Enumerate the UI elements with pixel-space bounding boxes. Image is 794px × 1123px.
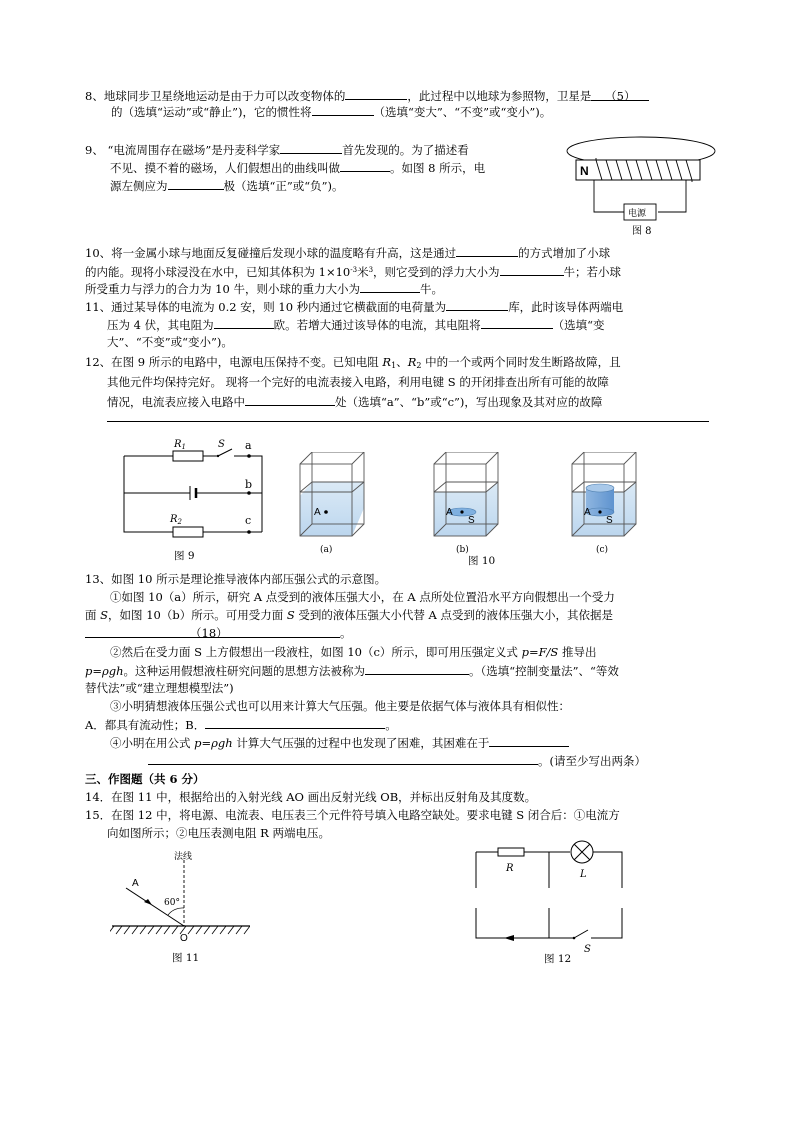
switch-s-label: S: [584, 944, 591, 955]
figure-10a-label: (a): [320, 545, 333, 555]
figure-12-caption: 图 12: [544, 953, 572, 965]
answer-blank[interactable]: [312, 104, 374, 116]
answer-blank[interactable]: [214, 317, 274, 329]
figure-11: [110, 848, 250, 966]
q15-line1: 15．在图 12 中，将电源、电流表、电压表三个元件符号填入电路空缺处。要求电键 S 闭合后：①电流方: [85, 808, 620, 822]
point-c-label: c: [245, 514, 252, 527]
point-a-label: A: [446, 507, 453, 518]
point-a-label: a: [245, 439, 252, 452]
ray-a-label: A: [132, 878, 139, 889]
q9-line3: 源左侧应为 极（选填“正”或“负”)。: [110, 179, 344, 193]
q13-line9: A．都具有流动性；B． 。: [85, 718, 397, 732]
q13-line5: ②然后在受力面 S 上方假想出一段液柱，如图 10（c）所示，即可用压强定义式 p=F/S 推导出: [110, 645, 597, 659]
q13-line2: ①如图 10（a）所示，研究 A 点受到的液体压强大小，在 A 点所处位置沿水平方向假想出一个受力: [110, 590, 615, 604]
figure-11-caption: 图 11: [172, 952, 200, 964]
answer-blank[interactable]: [245, 394, 335, 406]
answer-blank[interactable]: [365, 663, 469, 675]
answer-blank[interactable]: [360, 281, 420, 293]
answer-blank[interactable]: [148, 753, 538, 765]
point-a-label: A: [314, 507, 321, 518]
svg-text:R1: [173, 439, 186, 451]
q11-line3: 大”、“不变”或“变小”)。: [107, 335, 233, 349]
answer-blank[interactable]: （18）: [85, 626, 340, 638]
q10-line2: 的内能。现将小球浸没在水中，已知其体积为 $1\times 10^{-3}$米$^3$，则它受到的浮力大小为 牛；若小球: [85, 265, 622, 279]
q13-line1: 13、如图 10 所示是理论推导液体内部压强公式的示意图。: [85, 572, 387, 586]
q11-line1: 11、通过某导体的电流为 0.2 安，则 10 秒内通过它横截面的电荷量为 库，此时该导体两端电: [85, 300, 624, 314]
answer-line[interactable]: [107, 421, 709, 422]
answer-blank[interactable]: [489, 735, 569, 747]
q12-line3: 情况，电流表应接入电路中 处（选填“a”、“b”或“c”)，写出现象及其对应的故障: [107, 395, 603, 409]
point-a-label: A: [584, 507, 591, 518]
figure-8-caption: 图 8: [632, 226, 652, 237]
q15-line2: 向如图所示；②电压表测电阻 R 两端电压。: [107, 826, 330, 840]
q13-line6: p=ρgh。这种运用假想液柱研究问题的思想方法被称为 。（选填“控制变量法”、“等效: [85, 664, 619, 678]
figure-12: [470, 840, 630, 968]
figure-9-caption: 图 9: [174, 550, 195, 562]
switch-s-label: S: [218, 439, 225, 450]
figure-10-caption: 图 10: [468, 555, 496, 567]
q10-line3: 所受重力与浮力的合力为 10 牛，则小球的重力大小为 牛。: [85, 282, 443, 296]
answer-blank[interactable]: [500, 264, 564, 276]
q10-line1: 10、将一金属小球与地面反复碰撞后发现小球的温度略有升高，这是通过 的方式增加了小球: [85, 246, 611, 260]
figure-8: [566, 134, 716, 240]
q8-line1: 8、地球同步卫星绕地运动是由于力可以改变物体的 ，此过程中以地球为参照物，卫星是 （5）: [85, 88, 649, 103]
n-pole-label: N: [580, 164, 589, 178]
q13-line8: ③小明猜想液体压强公式也可以用来计算大气压强。他主要是依据气体与液体具有相似性：: [110, 699, 570, 713]
answer-blank[interactable]: [481, 317, 553, 329]
answer-blank[interactable]: [345, 88, 407, 100]
answer-blank[interactable]: [168, 178, 224, 190]
q13-line4: （18） 。: [85, 626, 352, 640]
answer-blank[interactable]: [340, 160, 390, 172]
point-b-label: b: [245, 478, 253, 491]
q13-line7: 替代法”或“建立理想模型法”): [85, 681, 234, 695]
q11-line2: 压为 4 伏，其电阻为 欧。若增大通过该导体的电流，其电阻将 （选填“变: [107, 318, 605, 332]
figure-10: [296, 452, 646, 570]
q13-line10: ④小明在用公式 p=ρgh 计算大气压强的过程中也发现了困难，其困难在于: [110, 735, 569, 750]
point-o-label: O: [180, 933, 188, 944]
figure-10b-label: (b): [456, 545, 469, 555]
q9-line2: 不见、摸不着的磁场，人们假想出的曲线叫做 。如图 8 所示，电: [110, 161, 486, 175]
power-source-label: 电源: [628, 209, 647, 219]
q13-line11: 。(请至少写出两条）: [148, 753, 646, 768]
resistor-r-label: R: [506, 863, 514, 874]
normal-line-label: 法线: [174, 852, 193, 862]
answer-blank[interactable]: [446, 299, 508, 311]
q9-line1: 9、 “电流周围存在磁场”是丹麦科学家 首先发现的。为了描述看: [85, 143, 469, 157]
q12-line2: 其他元件均保持完好。 现将一个完好的电流表接入电路，利用电键 S 的开闭排查出所有可能的故障: [107, 375, 609, 389]
surface-s-label: S: [606, 515, 613, 526]
r2-label: R: [170, 514, 178, 525]
r2-subscript: 2: [177, 518, 182, 526]
q12-line1: 12、在图 9 所示的电路中，电源电压保持不变。已知电阻 $R_1$、$R_2$ 中的一个或两个同时发生断路故障，且: [85, 355, 621, 370]
angle-label: 60°: [164, 898, 180, 908]
figure-9: [118, 436, 268, 568]
r1-subscript: 1: [181, 443, 186, 451]
answer-blank[interactable]: （5）: [591, 89, 649, 101]
answer-blank[interactable]: [456, 245, 518, 257]
q8-line2: 的（选填“运动”或“静止”)，它的惯性将 （选填“变大”、“不变”或“变小”)。: [111, 105, 552, 119]
answer-blank[interactable]: [205, 717, 385, 729]
surface-s-label: S: [468, 515, 475, 526]
lamp-l-label: L: [580, 869, 587, 880]
figure-10c-label: (c): [596, 545, 609, 555]
q13-line3: 面 S，如图 10（b）所示。可用受力面 S 受到的液体压强大小代替 A 点受到的液体压强大小，其依据是: [85, 608, 614, 622]
answer-blank[interactable]: [280, 142, 342, 154]
section-3-title: 三、作图题（共 6 分）: [85, 772, 205, 786]
r1-label: R: [174, 439, 182, 450]
svg-text:R2: [169, 514, 183, 526]
q14-text: 14．在图 11 中，根据给出的入射光线 AO 画出反射光线 OB，并标出反射角及其度数。: [85, 790, 537, 804]
